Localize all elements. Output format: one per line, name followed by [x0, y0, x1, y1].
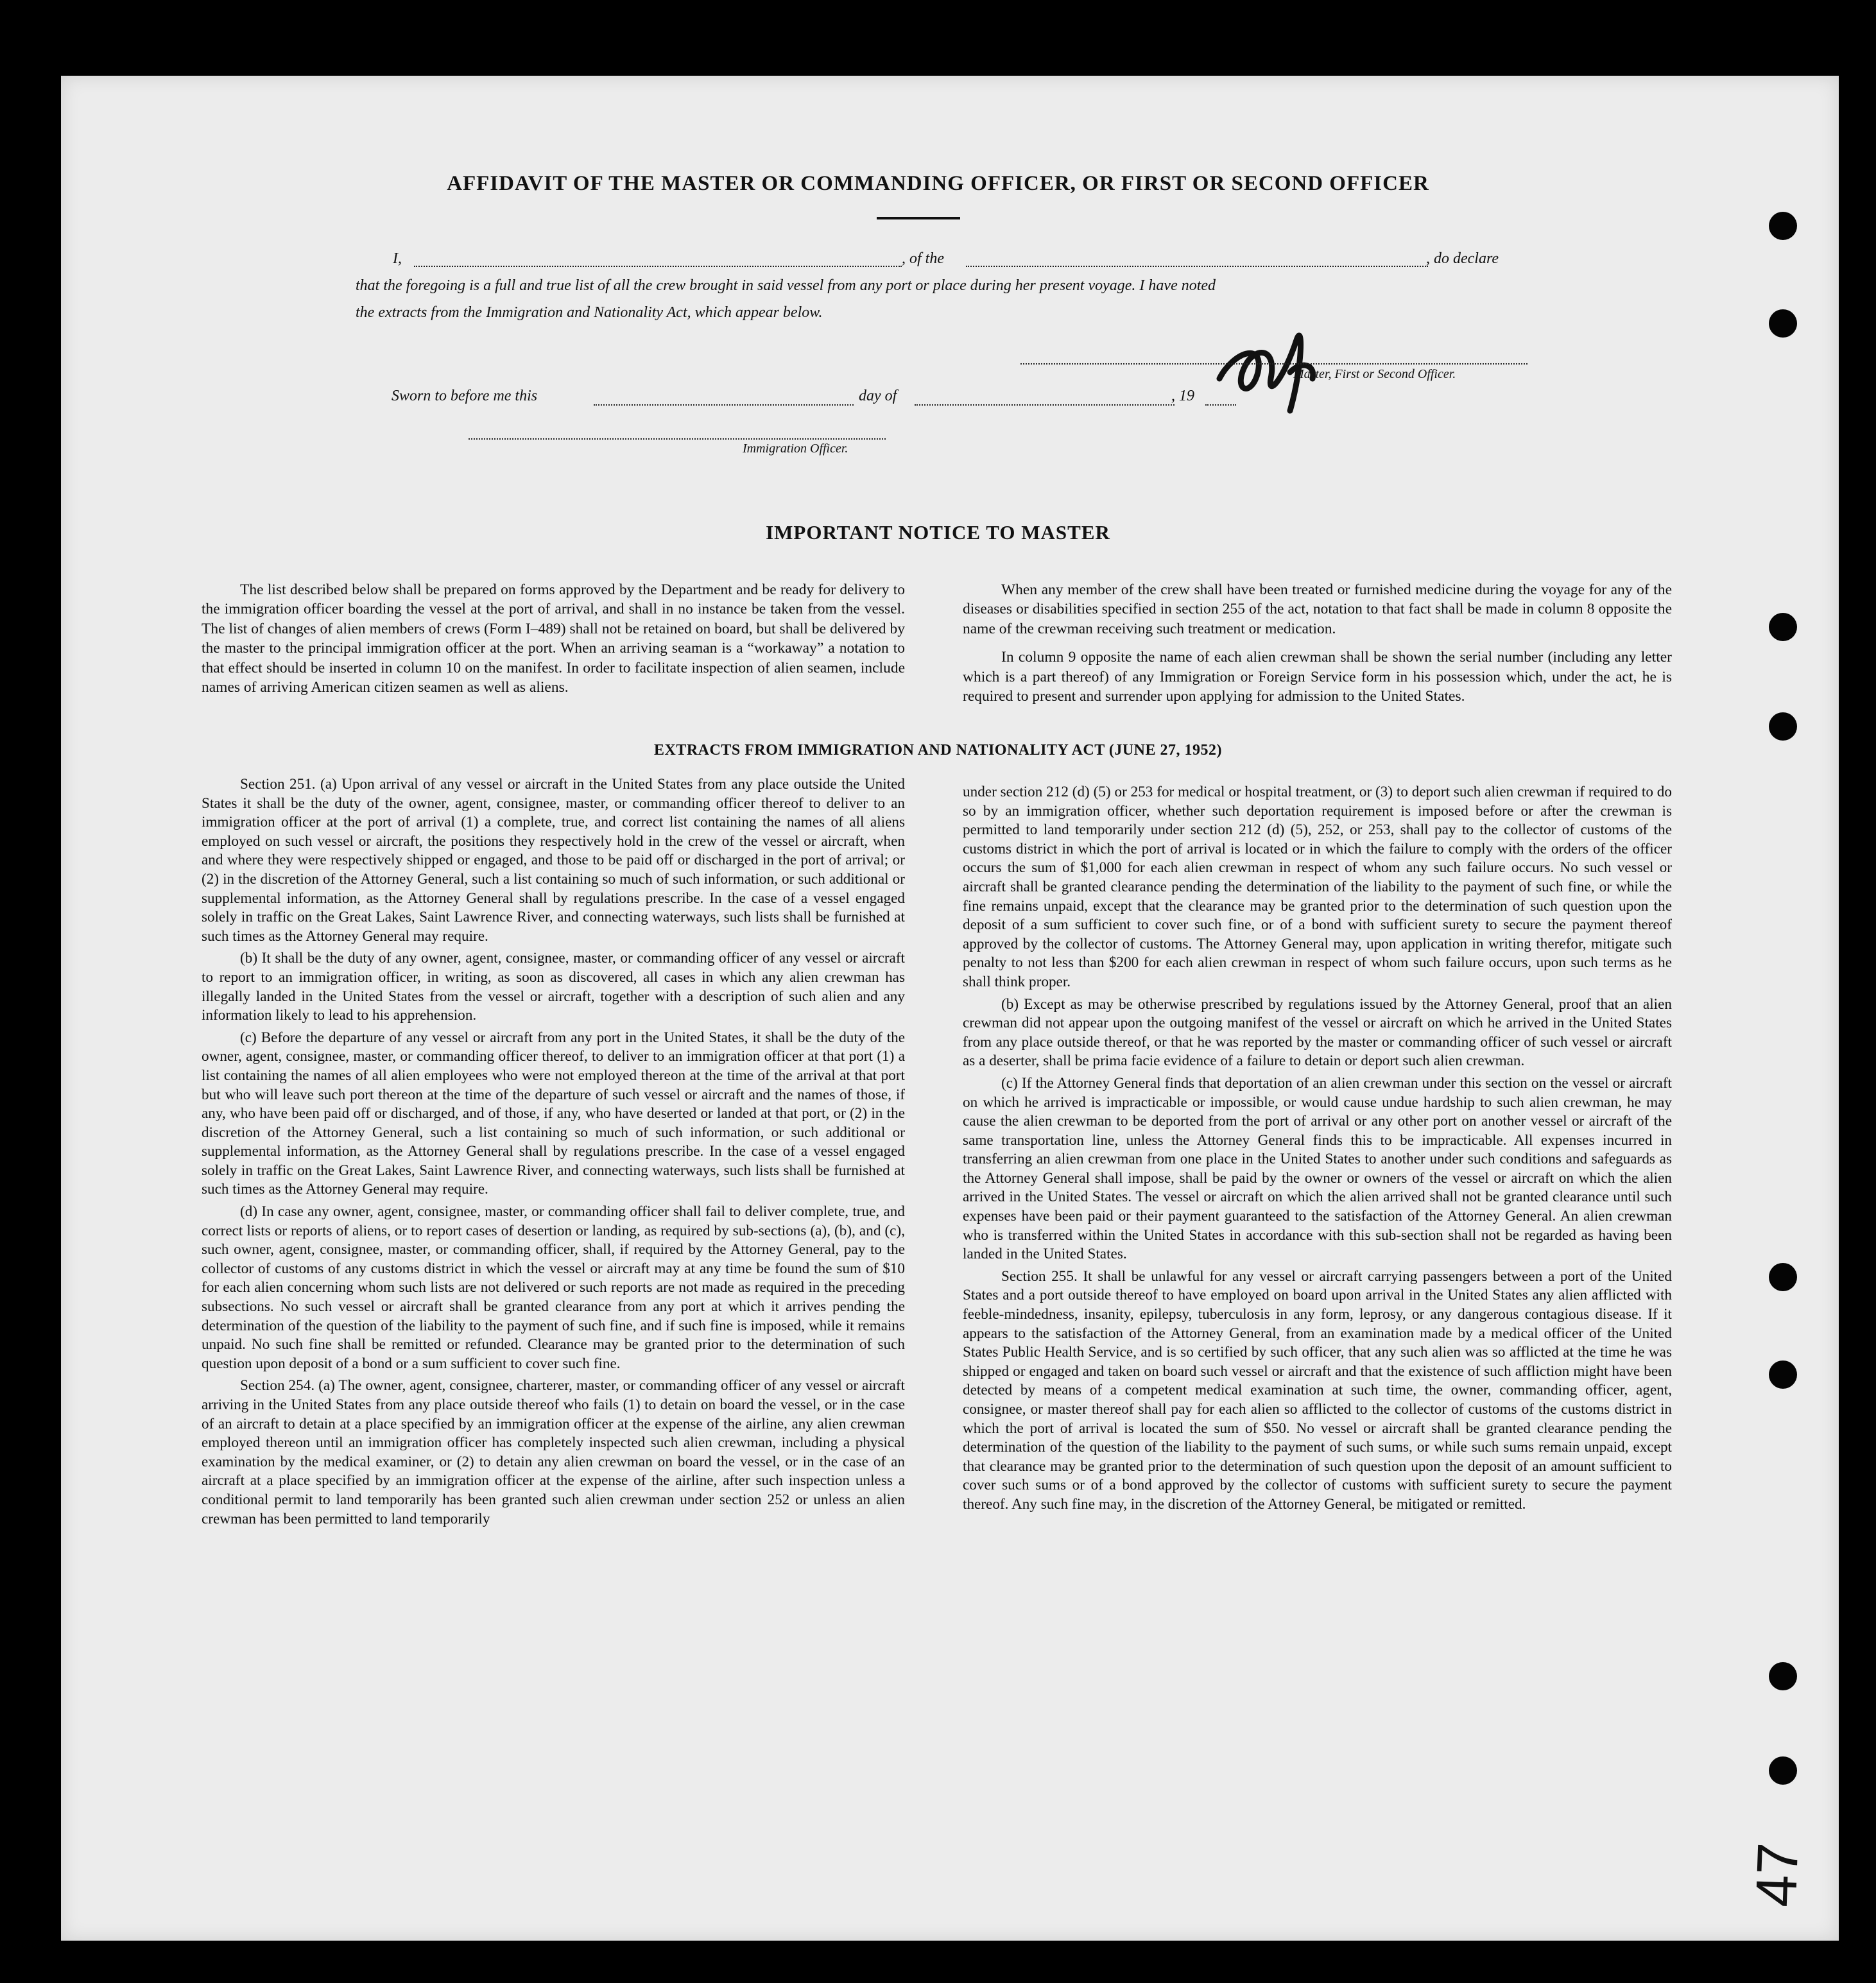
- extract-paragraph: Section 255. It shall be unlawful for any vessel or aircraft carrying passengers between a port of the United States and a port outside thereof to have employed on board upon arrival in the United States any alien afflicted with feeble-mindedness, insanity, epilepsy, tuberculosis in any form, leprosy, or any dangerous contagious disease. If it appears to the satisfaction of the Attorney General, from an examination made by a medical officer of the United States Public Health Service, and is so certified by such officer, that any such alien was so afflicted at the time he was shipped or engaged and taken on board such vessel or aircraft and that the existence of such affliction might have been detected by means of a competent medical examination at such time, the owner, commanding officer, agent, consignee, or master thereof shall pay for each alien so afflicted to the collector of customs of the customs district in which the port of arrival is located the sum of $50. No vessel or aircraft shall be granted clearance pending the determination of the question of the liability to the payment of such sums, or while such sums remain unpaid, except that clearance may be granted prior to the determination of such question upon the deposit of an amount sufficient to cover such sums or of a bond approved by the collector of customs with sufficient surety to secure the payment thereof. Any such fine may, in the discretion of the Attorney General, be mitigated or remitted.: [963, 1267, 1672, 1513]
- binder-hole: [1769, 309, 1797, 338]
- master-label: Master, First or Second Officer.: [1293, 367, 1456, 381]
- extract-paragraph: Section 251. (a) Upon arrival of any vessel or aircraft in the United States from any place outside the United States it shall be the duty of the owner, agent, consignee, master, or commanding officer thereof to deliver to an immigration officer at the port of arrival (1) a complete, true, and correct list containing the names of all aliens employed on such vessel or aircraft, the positions they respectively hold in the crew of the vessel or aircraft, when and where they were respectively shipped or engaged, and those to be paid off or discharged in the port of arrival; or (2) in the discretion of the Attorney General, such a list containing so much of such information, or such additional or supplemental information, as the Attorney General shall by regulations prescribe. In the case of a vessel engaged solely in traffic on the Great Lakes, Saint Lawrence River, and connecting waterways, such lists shall be furnished at such times as the Attorney General may require.: [202, 776, 905, 945]
- extract-paragraph: (b) Except as may be otherwise prescribed by regulations issued by the Attorney General, proof that an alien crewman did not appear upon the outgoing manifest of the vessel or aircraft on which he arrived in the United States from any place outside thereof, or that he was reported by the master or commanding officer of such vessel or aircraft as a deserter, shall be prima facie evidence of a failure to detain or deport such alien crewman.: [963, 995, 1672, 1070]
- sworn-label: Sworn to before me this: [392, 388, 538, 404]
- binder-hole: [1769, 712, 1797, 741]
- notice-title: IMPORTANT NOTICE TO MASTER: [766, 521, 1110, 544]
- notice-left-column: [202, 580, 905, 697]
- handwritten-page-number: 47: [1744, 1841, 1811, 1909]
- affidavit-statement-1: that the foregoing is a full and true list of all the crew brought in said vessel from any port or place during her present voyage. I have noted: [356, 277, 1216, 294]
- sworn-day-line: [594, 404, 854, 406]
- extract-paragraph: (c) If the Attorney General finds that deportation of an alien crewman under this section on the vessel or aircraft on which he arrived is impracticable or impossible, or would cause undue hardship to such alien crewman, he may cause the alien crewman to be deported from the port of arrival or any other port on another vessel or aircraft of the same transportation line, unless the Attorney General finds this to be impracticable. All expenses incurred in transferring an alien crewman from one place in the United States to another under such conditions and safeguards as the Attorney General shall impose, shall be paid by the owner or owners of the vessel or aircraft on which the alien arrived in the United States. The vessel or aircraft on which the alien arrived shall not be granted clearance until such expenses have been paid or their payment guaranteed to the satisfaction of the Attorney General. An alien crewman who is transferred within the United States in accordance with this sub-section shall not be regarded as having been landed in the United States.: [963, 1074, 1672, 1263]
- binder-hole: [1769, 613, 1797, 641]
- year-label: , 19: [1171, 388, 1194, 404]
- do-declare-label: , do declare: [1426, 250, 1499, 267]
- notice-paragraph: In column 9 opposite the name of each alien crewman shall be shown the serial number (including any letter which is a part thereof) of any Immigration or Foreign Service form in his possession which, under the act, he is required to present and surrender upon applying for admission to the United States.: [963, 649, 1672, 705]
- master-signature-line: [1020, 363, 1527, 365]
- extracts-right-column: [963, 783, 1672, 1515]
- notice-right-column: [963, 580, 1672, 706]
- extracts-left-column: [202, 775, 905, 1529]
- of-the-label: , of the: [902, 250, 944, 267]
- binder-hole: [1769, 1756, 1797, 1785]
- extract-paragraph: Section 254. (a) The owner, agent, consignee, charterer, master, or commanding officer of any vessel or aircraft arriving in the United States from any place outside thereof who fails (1) to detain on board the vessel, or in the case of an aircraft to detain at a place specified by an immigration officer at the expense of the airline, any alien crewman employed thereon until an immigration officer has completely inspected such alien crewman, including a physical examination by the medical examiner, or (2) to detain any alien crewman on board the vessel, or in the case of an aircraft at a place specified by an immigration officer at the expense of the airline, after such inspection unless a conditional permit to land temporarily has been granted such alien crewman under section 252 or unless an alien crewman has been permitted to land temporarily: [202, 1377, 905, 1527]
- extract-paragraph: (c) Before the departure of any vessel or aircraft from any port in the United States, it shall be the duty of the owner, agent, consignee, master, or commanding officer thereof, to deliver to an immigration officer at that port (1) a list containing the names of all alien employees who were not employed thereon at the time of the arrival at that port but who will leave such port thereon at the time of the departure of such vessel or aircraft and the names of those, if any, who have been paid off or discharged, and of those, if any, who have deserted or landed at that port, or (2) in the discretion of the Attorney General, such a list containing so much of such information, or such additional or supplemental information, as the Attorney General shall by regulations prescribe. In the case of a vessel engaged solely in traffic on the Great Lakes, Saint Lawrence River, and connecting waterways, such lists shall be furnished at such times as the Attorney General may require.: [202, 1029, 905, 1198]
- immigration-officer-line: [469, 438, 886, 440]
- binder-hole: [1769, 1263, 1797, 1291]
- extracts-title: EXTRACTS FROM IMMIGRATION AND NATIONALITY ACT (JUNE 27, 1952): [654, 742, 1222, 759]
- notice-paragraph: The list described below shall be prepared on forms approved by the Department and be ready for delivery to the immigration officer boarding the vessel at the port of arrival, and shall in no instance be taken from the vessel. The list of changes of alien members of crews (Form I–489) shall not be retained on board, but shall be delivered by the master to the principal immigration officer at the port. When an arriving seaman is a “workaway” a notation to that effect should be inserted in column 10 on the manifest. In order to facilitate inspection of alien seamen, include names of arriving American citizen seamen as well as aliens.: [202, 581, 905, 696]
- extract-paragraph: (b) It shall be the duty of any owner, agent, consignee, master, or commanding officer of any vessel or aircraft to report to an immigration officer, in writing, as soon as discovered, all cases in which any alien crewman has illegally landed in the United States from the vessel or aircraft, together with a description of such alien and any information likely to lead to his apprehension.: [202, 950, 905, 1024]
- binder-hole: [1769, 1361, 1797, 1389]
- vessel-field-line: [966, 266, 1428, 267]
- notice-paragraph: When any member of the crew shall have been treated or furnished medicine during the voyage for any of the diseases or disabilities specified in section 255 of the act, notation to that fact shall be made in column 8 opposite the name of the crewman receiving such treatment or medication.: [963, 581, 1672, 637]
- sworn-month-line: [915, 404, 1175, 406]
- title-underline: [877, 217, 960, 219]
- name-field-line: [414, 266, 902, 267]
- immigration-officer-label: Immigration Officer.: [743, 442, 848, 456]
- i-label: I,: [393, 250, 402, 267]
- binder-hole: [1769, 1662, 1797, 1690]
- binder-hole: [1769, 212, 1797, 240]
- extract-paragraph: (d) In case any owner, agent, consignee, master, or commanding officer shall fail to deliver complete, true, and correct lists or reports of aliens, or to report cases of desertion or landing, as required by sub-sections (a), (b), and (c), such owner, agent, consignee, master, or commanding officer, shall, if required by the Attorney General, pay to the collector of customs of any customs district in which the vessel or aircraft may at any time be found the sum of $10 for each alien concerning whom such lists are not delivered or such reports are not made as required in the preceding subsections. No such vessel or aircraft shall be granted clearance from any port at which it arrives pending the determination of the question of the liability to the payment of such fine, and if such fine is imposed, while it remains unpaid. No such fine shall be remitted or refunded. Clearance may be granted prior to the determination of such question upon deposit of a bond or a sum sufficient to cover such fine.: [202, 1203, 905, 1372]
- day-of-label: day of: [859, 388, 897, 404]
- affidavit-title: AFFIDAVIT OF THE MASTER OR COMMANDING OFFICER, OR FIRST OR SECOND OFFICER: [447, 172, 1429, 195]
- sworn-year-line: [1205, 404, 1236, 406]
- extract-paragraph: under section 212 (d) (5) or 253 for medical or hospital treatment, or (3) to deport such alien crewman if required to do so by an immigration officer, whether such deportation requirement is imposed before or after the crewman is permitted to land temporarily under section 212 (d) (5), 252, or 253, shall pay to the collector of customs of the customs district in which the port of arrival is located or in which the failure to comply with the orders of the officer occurs the sum of $1,000 for each alien crewman in respect of whom any such failure occurs. No such vessel or aircraft shall be granted clearance pending the determination of the liability to the payment of such fine, or while the fine remains unpaid, except that the clearance may be granted prior to the determination of such question upon the deposit of a sum sufficient to cover such fine, or of a bond with sufficient surety to secure the payment thereof approved by the collector of customs. The Attorney General may, upon application in writing therefor, mitigate such penalty to not less than $200 for each alien crewman in respect of whom such failure occurs, upon such terms as he shall think proper.: [963, 784, 1672, 990]
- affidavit-statement-2: the extracts from the Immigration and Nationality Act, which appear below.: [356, 304, 823, 321]
- master-signature: [1207, 302, 1335, 430]
